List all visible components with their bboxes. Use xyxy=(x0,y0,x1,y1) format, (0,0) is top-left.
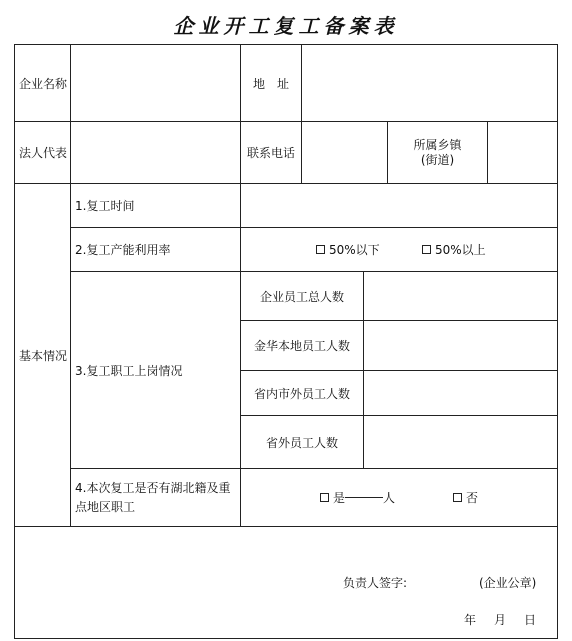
workers-row-value[interactable] xyxy=(363,271,558,321)
hubei-question-line2: 点地区职工 xyxy=(75,499,136,514)
resume-time-field[interactable] xyxy=(240,183,558,228)
workers-row-label: 省外员工人数 xyxy=(240,415,364,469)
hubei-yes-option[interactable] xyxy=(320,489,395,506)
hubei-no-option[interactable] xyxy=(453,489,478,506)
capacity-rate-cell xyxy=(240,227,558,272)
hubei-yes-label: 是 xyxy=(333,491,346,505)
township-sub-label: (街道) xyxy=(420,152,455,167)
date-year-label: 年 xyxy=(464,613,477,627)
hubei-no-label: 否 xyxy=(466,491,479,505)
workers-row-label: 金华本地员工人数 xyxy=(240,320,364,371)
label-basic-info: 基本情况 xyxy=(14,183,71,527)
company-name-field[interactable] xyxy=(70,44,241,122)
label-address: 地 址 xyxy=(240,44,302,122)
label-workers-status: 3.复工职工上岗情况 xyxy=(70,271,241,469)
workers-row-label: 企业员工总人数 xyxy=(240,271,364,321)
signature-area xyxy=(14,526,558,639)
label-legal-rep: 法人代表 xyxy=(14,121,71,184)
township-field[interactable] xyxy=(487,121,558,184)
capacity-below-option[interactable] xyxy=(316,241,380,258)
label-resume-time: 1.复工时间 xyxy=(70,183,241,228)
legal-rep-field[interactable] xyxy=(70,121,241,184)
checkbox-icon[interactable] xyxy=(453,493,462,502)
workers-row-value[interactable] xyxy=(363,370,558,416)
checkbox-icon[interactable] xyxy=(422,245,431,254)
label-township xyxy=(387,121,488,184)
hubei-answer-cell xyxy=(240,468,558,527)
form-title: 企业开工复工备案表 xyxy=(173,14,399,38)
date-month-label: 月 xyxy=(494,613,507,627)
workers-row-label: 省内市外员工人数 xyxy=(240,370,364,416)
date-day-label: 日 xyxy=(524,613,537,627)
label-capacity-rate: 2.复工产能利用率 xyxy=(70,227,241,272)
capacity-above-option[interactable] xyxy=(422,241,486,258)
workers-row-value[interactable] xyxy=(363,320,558,371)
label-company-name: 企业名称 xyxy=(14,44,71,122)
hubei-question-line1: 4.本次复工是否有湖北籍及重 xyxy=(75,480,231,495)
workers-row-value[interactable] xyxy=(363,415,558,469)
hubei-count-blank[interactable] xyxy=(345,497,383,498)
label-hubei-question xyxy=(70,468,241,527)
label-phone: 联系电话 xyxy=(240,121,302,184)
checkbox-icon[interactable] xyxy=(316,245,325,254)
capacity-above-label: 50%以上 xyxy=(435,243,486,257)
address-field[interactable] xyxy=(301,44,558,122)
township-label: 所属乡镇 xyxy=(413,137,462,152)
capacity-below-label: 50%以下 xyxy=(329,243,380,257)
seal-label: (企业公章) xyxy=(479,576,537,590)
checkbox-icon[interactable] xyxy=(320,493,329,502)
signature-label: 负责人签字: xyxy=(343,576,408,590)
hubei-unit-label: 人 xyxy=(383,491,396,505)
phone-field[interactable] xyxy=(301,121,388,184)
